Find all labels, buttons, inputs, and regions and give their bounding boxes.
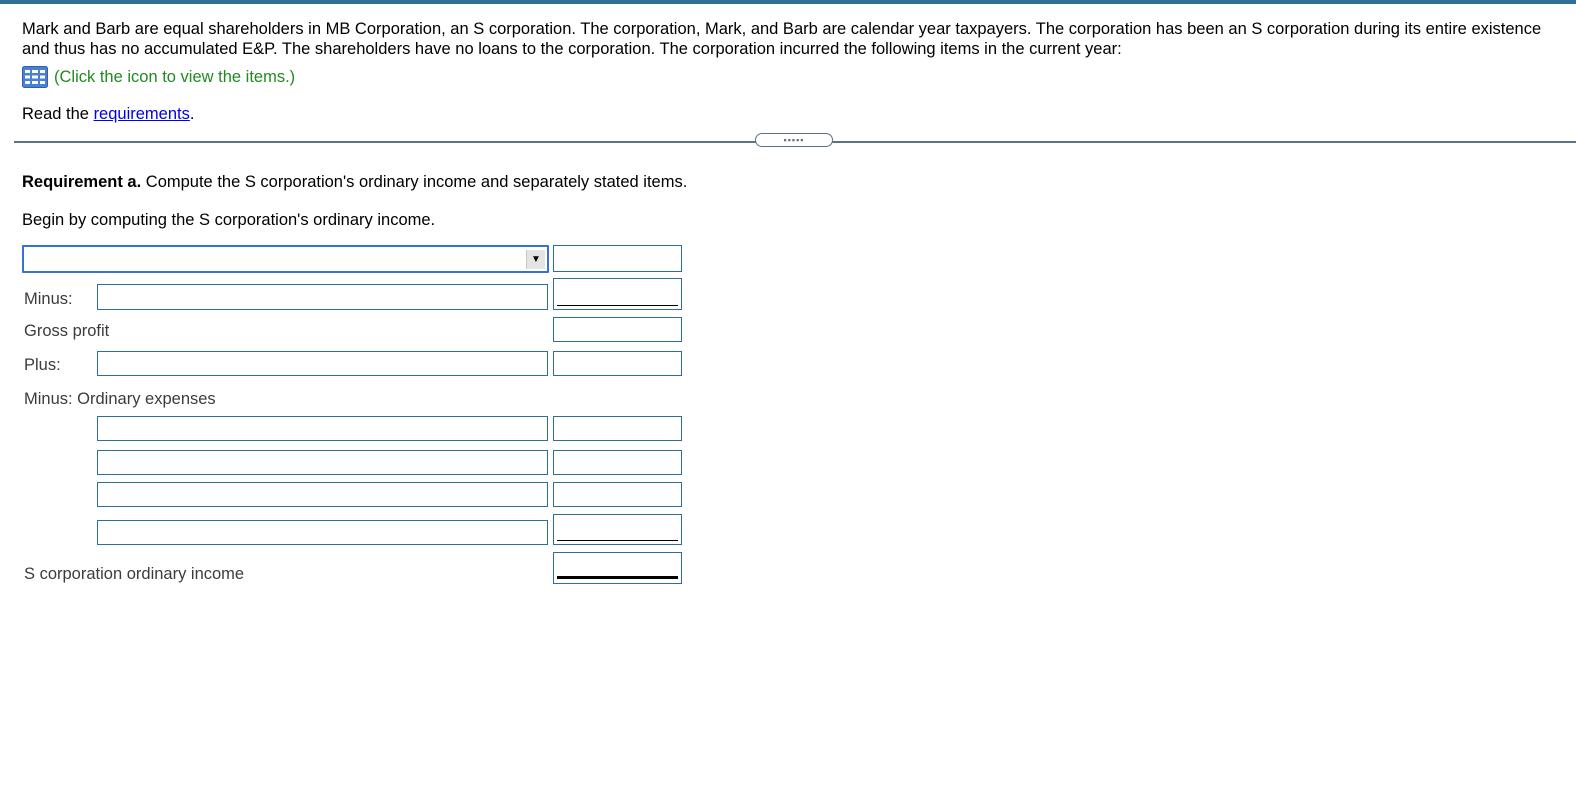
view-items-hint[interactable]: (Click the icon to view the items.) xyxy=(54,67,296,86)
minus-item-input[interactable] xyxy=(97,284,548,310)
first-item-dropdown[interactable] xyxy=(22,245,549,273)
expense-item-input[interactable] xyxy=(97,450,548,475)
expense-amount-input[interactable] xyxy=(553,416,682,441)
instruction-text: Begin by computing the S corporation's ordinary income. xyxy=(22,211,436,229)
minus-amount-input[interactable] xyxy=(553,278,682,310)
problem-statement: Mark and Barb are equal shareholders in MB Corporation, an S corporation. The corporation, Mark, and Barb are calendar year taxpayers. The corporation has been an S corporation during its entire existence and thus has no accumulated E&P. The shareholders have no loans to the corporation. The corporation incurred the following items in the current year: xyxy=(22,20,1542,58)
ordinary-income-amount-input[interactable] xyxy=(553,552,682,584)
requirements-link[interactable]: requirements xyxy=(93,105,190,123)
ordinary-expenses-label: Minus: Ordinary expenses xyxy=(24,390,216,408)
drag-handle-glyph: ▪▪▪▪▪ xyxy=(783,134,805,145)
double-underline xyxy=(557,576,678,579)
read-requirements-line xyxy=(22,105,194,124)
expense-amount-input[interactable] xyxy=(553,514,682,545)
data-table-icon[interactable] xyxy=(22,66,48,88)
gross-profit-amount-input[interactable] xyxy=(553,317,682,342)
plus-label: Plus: xyxy=(24,356,61,374)
gross-profit-label: Gross profit xyxy=(24,322,110,340)
plus-item-input[interactable] xyxy=(97,351,548,376)
expense-item-input[interactable] xyxy=(97,416,548,441)
requirement-a-label: Requirement a. xyxy=(22,173,142,191)
expense-amount-input[interactable] xyxy=(553,450,682,475)
expense-amount-input[interactable] xyxy=(553,482,682,507)
single-underline xyxy=(557,305,678,306)
expense-item-input[interactable] xyxy=(97,482,548,507)
minus-label: Minus: xyxy=(24,290,73,308)
read-prefix: Read the xyxy=(22,105,94,123)
expense-item-input[interactable] xyxy=(97,520,548,545)
drag-handle-icon[interactable] xyxy=(755,133,833,147)
plus-amount-input[interactable] xyxy=(553,351,682,376)
chevron-down-icon[interactable]: ▼ xyxy=(526,250,545,269)
top-accent-bar xyxy=(0,0,1576,4)
single-underline xyxy=(557,540,678,541)
first-amount-input[interactable] xyxy=(553,245,682,272)
requirement-a-text: Compute the S corporation's ordinary income and separately stated items. xyxy=(141,173,688,191)
view-items-row[interactable] xyxy=(22,65,295,89)
read-suffix: . xyxy=(189,105,195,123)
requirement-a xyxy=(22,173,687,192)
ordinary-income-label: S corporation ordinary income xyxy=(24,565,245,583)
